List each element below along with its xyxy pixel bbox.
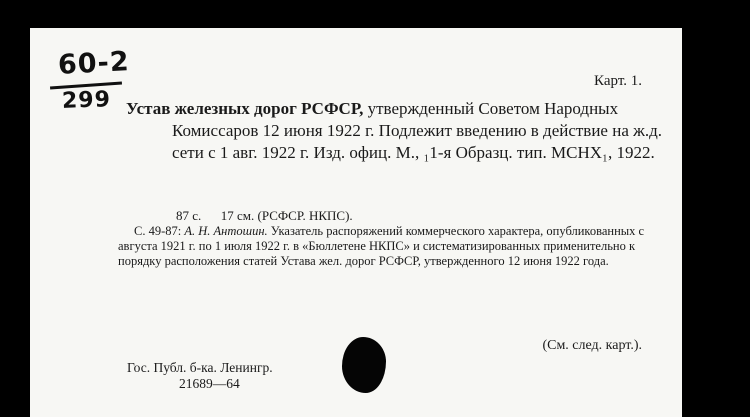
library-name: Гос. Публ. б-ка. Ленингр. <box>127 360 273 375</box>
annotation-author: А. Н. Антошин. <box>184 224 268 238</box>
ink-blot <box>342 337 386 393</box>
catalog-card <box>30 28 682 417</box>
handwritten-shelf-mark: 60-2 <box>57 46 131 81</box>
annotation-pages: С. 49-87: <box>134 224 185 238</box>
annotation <box>118 224 648 269</box>
handwritten-number: 299 <box>61 87 112 114</box>
title-rest: утвержденный Советом Народных Комиссаров 12 июня 1922 г. Подлежит введению в действие на ж.д. сети с 1 авг. 1922 г. Изд. офиц. М., ₁1-я Образц. тип. МСНХ₁, 1922. <box>172 99 663 162</box>
title-heading: Устав железных дорог РСФСР, <box>126 99 364 118</box>
card-number: Карт. 1. <box>594 73 642 89</box>
library-stamp <box>127 360 273 392</box>
annotation-text: Указатель распоряжений коммерческого характера, опубликованных с августа 1921 г. по 1 июля 1922 г. в «Бюллетене НКПС» и систематизированных применительно к порядку расположения статей Устава жел. дорог РСФСР, утвержденного 12 июня 1922 года. <box>118 224 645 268</box>
record-title <box>126 98 682 164</box>
pages-line: 87 с. 17 см. (РСФСР. НКПС). <box>176 208 353 223</box>
see-next-card: (См. след. карт.). <box>542 338 642 353</box>
library-code: 21689—64 <box>179 376 240 391</box>
